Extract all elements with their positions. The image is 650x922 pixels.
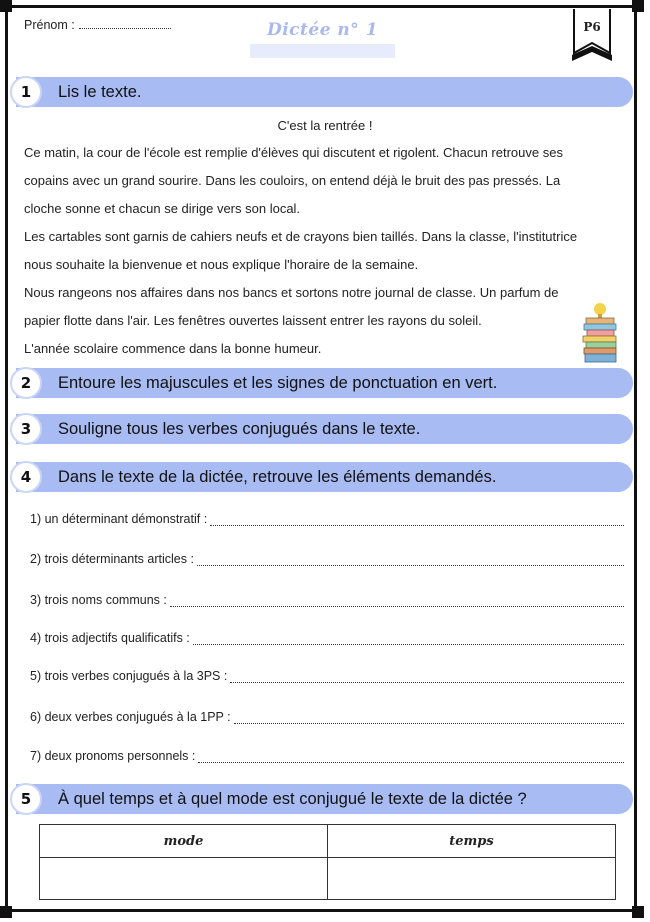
question-row[interactable] bbox=[30, 512, 624, 526]
question-text: 5) trois verbes conjugués à la 3PS : bbox=[30, 669, 228, 683]
section-number: 2 bbox=[10, 367, 42, 399]
book-stack-icon bbox=[580, 302, 620, 364]
bookmark-badge-icon bbox=[571, 9, 613, 61]
section-number: 1 bbox=[10, 76, 42, 108]
mode-answer-cell[interactable] bbox=[40, 858, 328, 900]
dictation-line: Nous rangeons nos affaires dans nos bancs et sortons notre journal de classe. Un parfum de bbox=[24, 285, 559, 300]
mode-temps-table bbox=[39, 824, 616, 900]
question-row[interactable] bbox=[30, 710, 624, 724]
section-number: 5 bbox=[10, 783, 42, 815]
page-badge-label: P6 bbox=[583, 20, 601, 34]
prenom-label: Prénom : bbox=[24, 18, 75, 32]
question-row[interactable] bbox=[30, 631, 624, 645]
question-text: 7) deux pronoms personnels : bbox=[30, 749, 196, 763]
answer-line[interactable] bbox=[230, 672, 624, 683]
answer-line[interactable] bbox=[197, 555, 624, 566]
frame-corner bbox=[0, 906, 12, 918]
frame-corner bbox=[632, 906, 644, 918]
dictation-line: copains avec un grand sourire. Dans les couloirs, on entend déjà le bruit des pas pressés. La bbox=[24, 173, 561, 188]
frame-corner bbox=[0, 0, 12, 12]
section-label: À quel temps et à quel mode est conjugué le texte de la dictée ? bbox=[58, 790, 527, 808]
section-4-header bbox=[16, 462, 633, 492]
dictation-line: nous souhaite la bienvenue et nous explique l'horaire de la semaine. bbox=[24, 257, 419, 272]
question-text: 4) trois adjectifs qualificatifs : bbox=[30, 631, 190, 645]
table-header-mode: mode bbox=[40, 825, 328, 858]
frame-corner bbox=[632, 0, 644, 12]
answer-line[interactable] bbox=[193, 634, 624, 645]
temps-answer-cell[interactable] bbox=[328, 858, 616, 900]
dictation-title: C'est la rentrée ! bbox=[277, 118, 373, 133]
question-text: 6) deux verbes conjugués à la 1PP : bbox=[30, 710, 231, 724]
dictation-line: cloche sonne et chacun se dirige vers son local. bbox=[24, 201, 301, 216]
question-text: 1) un déterminant démonstratif : bbox=[30, 512, 208, 526]
section-label: Entoure les majuscules et les signes de ponctuation en vert. bbox=[58, 374, 498, 392]
dictation-line: papier flotte dans l'air. Les fenêtres ouvertes laissent entrer les rayons du soleil. bbox=[24, 313, 482, 328]
section-label: Dans le texte de la dictée, retrouve les éléments demandés. bbox=[58, 468, 497, 486]
question-row[interactable] bbox=[30, 669, 624, 683]
page-title: Dictée n° 1 bbox=[266, 20, 379, 40]
page-title-block bbox=[250, 20, 395, 40]
dictation-text bbox=[24, 139, 624, 363]
question-row[interactable] bbox=[30, 552, 624, 566]
section-2-header bbox=[16, 368, 633, 398]
section-number: 4 bbox=[10, 461, 42, 493]
question-row[interactable] bbox=[30, 593, 624, 607]
question-text: 3) trois noms communs : bbox=[30, 593, 167, 607]
dictation-line: Ce matin, la cour de l'école est remplie d'élèves qui discutent et rigolent. Chacun retrouve ses bbox=[24, 145, 563, 160]
prenom-dotted-line bbox=[79, 19, 171, 29]
dictation-line: Les cartables sont garnis de cahiers neufs et de crayons bien taillés. Dans la classe, l'institutrice bbox=[24, 229, 578, 244]
table-header-temps: temps bbox=[328, 825, 616, 858]
answer-line[interactable] bbox=[234, 713, 624, 724]
section-5-header bbox=[16, 784, 633, 814]
section-number: 3 bbox=[10, 413, 42, 445]
answer-line[interactable] bbox=[210, 515, 624, 526]
question-text: 2) trois déterminants articles : bbox=[30, 552, 194, 566]
title-highlight bbox=[250, 44, 395, 58]
prenom-field[interactable] bbox=[24, 18, 171, 32]
question-row[interactable] bbox=[30, 749, 624, 763]
section-1-header bbox=[16, 77, 633, 107]
answer-line[interactable] bbox=[198, 752, 624, 763]
section-3-header bbox=[16, 414, 633, 444]
section-label: Souligne tous les verbes conjugués dans le texte. bbox=[58, 420, 421, 438]
answer-line[interactable] bbox=[170, 596, 624, 607]
dictation-line: L'année scolaire commence dans la bonne humeur. bbox=[24, 341, 322, 356]
section-label: Lis le texte. bbox=[58, 83, 142, 101]
